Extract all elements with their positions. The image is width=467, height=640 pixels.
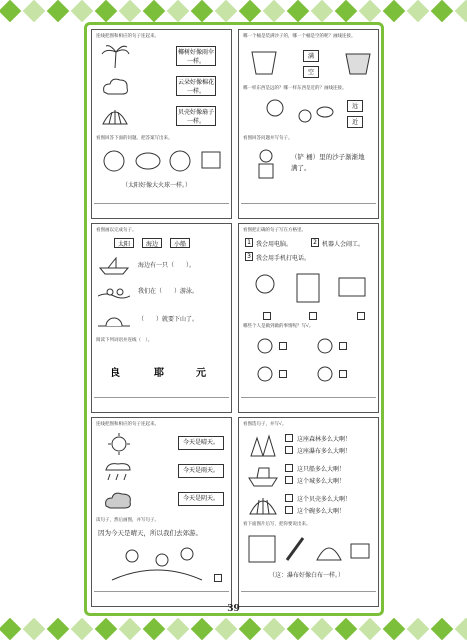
p1-footer (94, 203, 229, 216)
p4-box-4[interactable] (279, 342, 287, 350)
diamond-decoration (215, 618, 238, 640)
sunny-picture (102, 432, 136, 456)
p4-box-2[interactable] (309, 312, 317, 320)
p3-sentence-2: 我们在（ ）游泳。 (138, 288, 199, 295)
diamond-decoration (311, 0, 334, 22)
diamond-decoration (0, 618, 21, 640)
coconut-tree-picture (100, 44, 130, 68)
diamond-decoration (455, 618, 467, 640)
diamond-decoration (143, 0, 166, 22)
boy-ball-picture (245, 98, 335, 130)
cloud-picture (100, 74, 130, 98)
boat-picture (98, 254, 130, 276)
p6-box-6[interactable] (285, 506, 293, 514)
p6-box-3[interactable] (285, 464, 293, 472)
p3-sentence-3: （ ）就要下山了。 (138, 316, 199, 323)
diamond-decoration (431, 0, 454, 22)
p2-word-empty: 空 (303, 66, 319, 78)
ship-picture (247, 462, 279, 488)
p6-sentence-5: 这个贝壳多么大啊！ (297, 496, 352, 503)
p4-prompt: 哪些个人是做到做的事情呢？写√。 (243, 324, 314, 329)
p3-option-3: 小船 (170, 238, 190, 248)
diamond-decoration (71, 0, 94, 22)
p6-prompt: 看下面图片后写，把你要说出来。 (243, 522, 311, 527)
p6-box-2[interactable] (285, 446, 293, 454)
diamond-decoration (143, 618, 166, 640)
diamond-decoration (359, 0, 382, 22)
diamond-decoration (263, 0, 286, 22)
p6-sentence-2: 这座瀑布多么大啊！ (297, 448, 352, 455)
p2-prompt: 看图回答问题并写句子。 (243, 136, 293, 141)
diamond-decoration (455, 0, 467, 22)
diamond-decoration (431, 618, 454, 640)
diamond-decoration (215, 0, 238, 22)
diamond-decoration (23, 618, 46, 640)
p4-box-1[interactable] (263, 312, 271, 320)
p5-sentence: 因为今天是晴天，所以我们去郊游。 (98, 529, 202, 537)
p3-char-3: 元 (196, 368, 206, 379)
diamond-decoration (239, 0, 262, 22)
p5-instruction: 连线把图和相应的句子连起来。 (96, 422, 159, 427)
diamond-decoration (119, 618, 142, 640)
p5-sentence-3: 今天是阴天。 (178, 492, 224, 506)
p3-option-2: 海边 (142, 238, 162, 248)
diamond-decoration (191, 0, 214, 22)
p4-num-3: 3 (245, 252, 253, 261)
swimming-picture (98, 282, 130, 304)
p2-word-full: 满 (303, 50, 319, 62)
panel-6 (238, 417, 379, 607)
diamond-decoration (263, 618, 286, 640)
diamond-decoration (239, 618, 262, 640)
p3-footer (94, 397, 229, 410)
diamond-decoration (383, 618, 406, 640)
p4-num-1: 1 (245, 238, 253, 247)
p2-instruction-2: 哪一样东西是远的？哪一样东西是近的？画线连接。 (243, 86, 347, 91)
page-number: 39 (227, 604, 240, 614)
phone-robot-computer-pictures (245, 268, 373, 308)
p2-instruction: 哪一个桶是装满沙子的，哪一个桶是空的呢？画线连接。 (243, 34, 356, 39)
p2-footer (241, 203, 376, 216)
children-activities-pictures (249, 336, 369, 392)
p5-sentence-1: 今天是晴天。 (178, 436, 224, 450)
diamond-decoration (47, 618, 70, 640)
diamond-decoration (95, 618, 118, 640)
diamond-decoration (335, 618, 358, 640)
p1-sentence-2: 云朵好像棉花一样。 (176, 76, 216, 96)
p6-sentence-1: 这座森林多么大啊！ (297, 436, 352, 443)
p6-box-5[interactable] (285, 494, 293, 502)
p6-sentence-6: 这个碗多么大啊！ (297, 508, 346, 515)
p1-prompt: 看图回答下面的问题。把答案写出来。 (96, 136, 173, 141)
p1-sentence-3: 贝壳好像扇子一样。 (176, 106, 216, 126)
p5-prompt: 读句子，然后画图，并写句子。 (96, 518, 159, 523)
diamond-decoration (167, 618, 190, 640)
p4-item-3: 我会用手机打电话。 (256, 255, 311, 262)
p6-sentence-3: 这只船多么大啊！ (297, 466, 346, 473)
p4-box-3[interactable] (357, 312, 365, 320)
diamond-decoration (407, 0, 430, 22)
diamond-decoration (71, 618, 94, 640)
p6-footer (241, 591, 376, 604)
p2-word-far: 远 (347, 100, 363, 112)
panel-2 (238, 29, 379, 219)
diamond-decoration (311, 618, 334, 640)
panel-5 (91, 417, 232, 607)
panel-1 (91, 29, 232, 219)
p2-sentence: （铲 桶）里的沙子渐渐地满了。 (291, 153, 365, 172)
bottom-diamond-border (0, 618, 467, 640)
p6-box-1[interactable] (285, 434, 293, 442)
diamond-decoration (167, 0, 190, 22)
panel-4 (238, 223, 379, 413)
diamond-decoration (335, 0, 358, 22)
rainy-picture (102, 460, 136, 484)
p4-instruction: 看图把正确的句子写在方格里。 (243, 228, 306, 233)
p1-sentence-1: 椰树好像雨伞一样。 (176, 46, 216, 66)
diamond-decoration (287, 618, 310, 640)
p6-answer: （这：瀑布好像白布一样。） (269, 572, 345, 579)
p4-num-2: 2 (311, 238, 319, 247)
diamond-decoration (47, 0, 70, 22)
diamond-decoration (383, 0, 406, 22)
p6-box-4[interactable] (285, 476, 293, 484)
p3-sentence-1: 海边有一只（ ）。 (138, 262, 196, 269)
p1-answer: （太阳好像大火球一样。） (122, 182, 192, 189)
p3-char-2: 耶 (154, 368, 164, 379)
diamond-decoration (407, 618, 430, 640)
p3-instruction: 看图画以完成句子。 (96, 228, 137, 233)
p5-sentence-2: 今天是雨天。 (178, 464, 224, 478)
empty-bucket-picture (249, 48, 279, 76)
picnic-picture (102, 540, 212, 586)
sunset-picture (98, 310, 130, 332)
p3-prompt: 阅读下列词语并连线（ ）。 (96, 338, 153, 343)
p6-instruction: 看图选句子，并写√。 (243, 422, 287, 427)
diamond-decoration (287, 0, 310, 22)
diamond-decoration (119, 0, 142, 22)
forest-picture (247, 432, 279, 458)
p6-sentence-4: 这个城多么大啊！ (297, 478, 346, 485)
p1-instruction: 连线把图和相应的句子连起来。 (96, 34, 159, 39)
diamond-decoration (359, 618, 382, 640)
diamond-decoration (191, 618, 214, 640)
seashell-picture (247, 492, 279, 518)
waterfall-objects-pictures (247, 534, 373, 564)
p4-box-7[interactable] (339, 370, 347, 378)
p4-item-2: 机器人会闹工。 (322, 241, 365, 248)
sun-pictures (98, 146, 226, 176)
diamond-decoration (0, 0, 21, 22)
p3-option-1: 太阳 (114, 238, 134, 248)
p4-box-6[interactable] (279, 370, 287, 378)
worksheet-frame (84, 22, 384, 616)
p5-answer-box[interactable] (214, 574, 222, 582)
p4-item-1: 我会用电脑。 (256, 241, 293, 248)
diamond-decoration (23, 0, 46, 22)
full-bucket-picture (343, 48, 373, 76)
p2-word-near: 近 (347, 116, 363, 128)
top-diamond-border (0, 0, 467, 22)
child-digging-picture (249, 148, 283, 184)
shell-picture (100, 104, 130, 128)
p3-char-1: 良 (110, 368, 120, 379)
diamond-decoration (95, 0, 118, 22)
p4-footer (241, 397, 376, 410)
cloudy-picture (102, 488, 136, 512)
p4-box-5[interactable] (339, 342, 347, 350)
p5-footer (94, 591, 229, 604)
panel-3 (91, 223, 232, 413)
